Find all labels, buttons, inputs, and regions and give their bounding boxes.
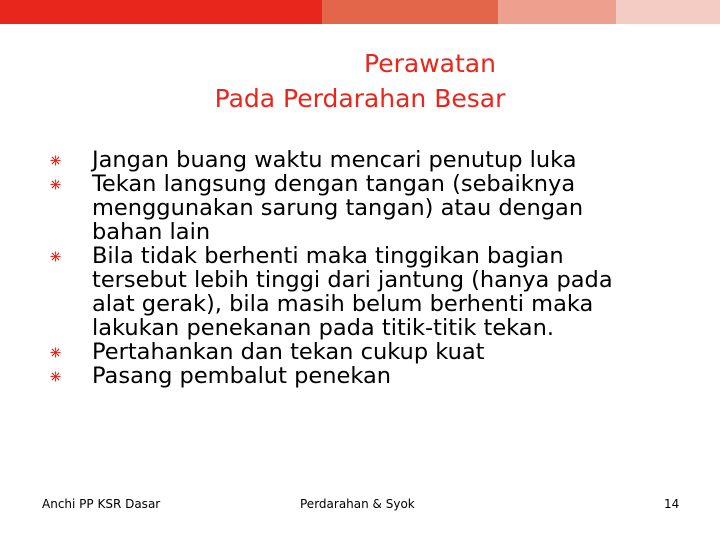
bullet-list (46, 148, 706, 388)
bullet-line: Tekan langsung dengan tangan (sebaiknya (92, 171, 576, 197)
top-color-bar (0, 0, 720, 24)
bullet-line: Pasang pembalut penekan (92, 363, 392, 389)
starburst-icon (50, 251, 61, 262)
top-bar-segment-3 (498, 0, 616, 24)
slide-title-line-2: Pada Perdarahan Besar (214, 84, 506, 113)
bullet-item (46, 364, 706, 388)
starburst-icon (50, 371, 61, 382)
footer-left-text: Anchi PP KSR Dasar (42, 497, 161, 511)
bullet-line: Pertahankan dan tekan cukup kuat (92, 339, 485, 365)
starburst-icon (50, 347, 61, 358)
bullet-item (46, 148, 706, 172)
footer-center-text: Perdarahan & Syok (300, 497, 415, 511)
bullet-line: alat gerak), bila masih belum berhenti maka (92, 291, 594, 317)
top-bar-segment-4 (616, 0, 720, 24)
starburst-icon (50, 179, 61, 190)
bullet-item (46, 172, 706, 244)
bullet-line: bahan lain (92, 219, 211, 245)
slide-title-line-1: Perawatan (364, 49, 496, 78)
page-number: 14 (664, 497, 680, 511)
bullet-line: tersebut lebih tinggi dari jantung (hanya pada (92, 267, 613, 293)
bullet-item (46, 340, 706, 364)
bullet-line: lakukan penekanan pada titik-titik tekan. (92, 315, 554, 341)
bullet-line: Jangan buang waktu mencari penutup luka (92, 147, 577, 173)
bullet-line: Bila tidak berhenti maka tinggikan bagian (92, 243, 564, 269)
starburst-icon (50, 155, 61, 166)
bullet-line: menggunakan sarung tangan) atau dengan (92, 195, 584, 221)
bullet-item (46, 244, 706, 340)
top-bar-segment-2 (322, 0, 498, 24)
slide-title (0, 46, 720, 116)
top-bar-segment-1 (0, 0, 322, 24)
